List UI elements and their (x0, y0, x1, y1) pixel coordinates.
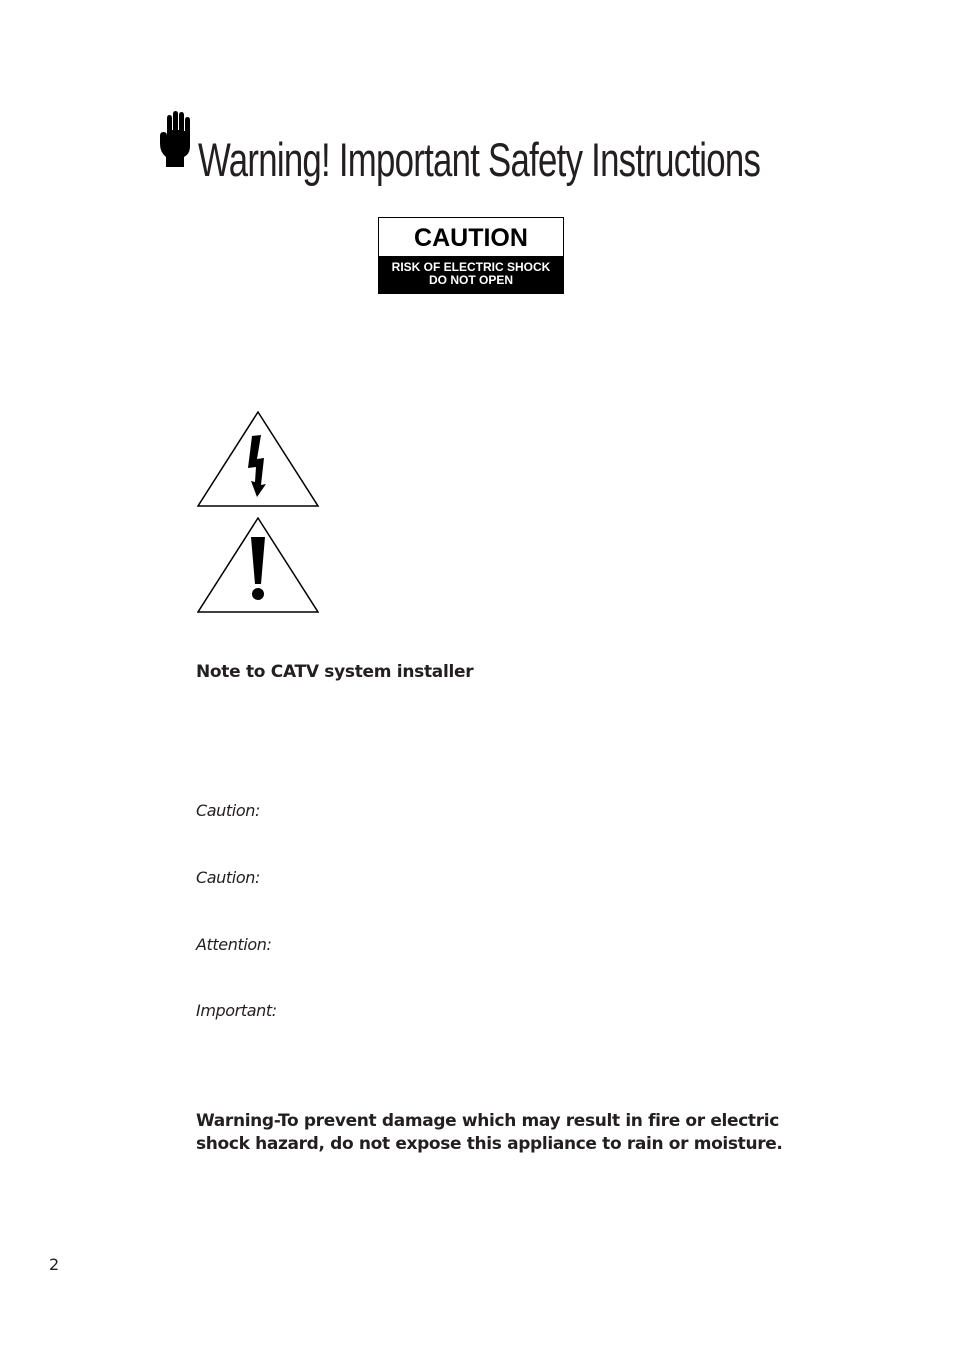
page-title: Warning! Important Safety Instructions (198, 133, 761, 186)
caution-label-1: Caution: (196, 801, 260, 820)
exclamation-triangle-icon (197, 517, 319, 613)
attention-label: Attention: (196, 935, 272, 954)
caution-line-1: RISK OF ELECTRIC SHOCK (391, 260, 551, 274)
moisture-warning: Warning-To prevent damage which may result in fire or electric shock hazard, do not expose this appliance to rain or moisture. (196, 1111, 783, 1154)
catv-note-heading: Note to CATV system installer (196, 662, 474, 682)
caution-heading: CAUTION (414, 224, 528, 252)
lightning-triangle-icon (197, 411, 319, 507)
hand-stop-icon (158, 110, 196, 170)
caution-line-2: DO NOT OPEN (428, 273, 513, 287)
caution-label (378, 217, 564, 294)
important-label: Important: (196, 1001, 277, 1020)
page-number: 2 (49, 1255, 60, 1274)
caution-label-2: Caution: (196, 868, 260, 887)
caution-warning-text (379, 256, 563, 293)
